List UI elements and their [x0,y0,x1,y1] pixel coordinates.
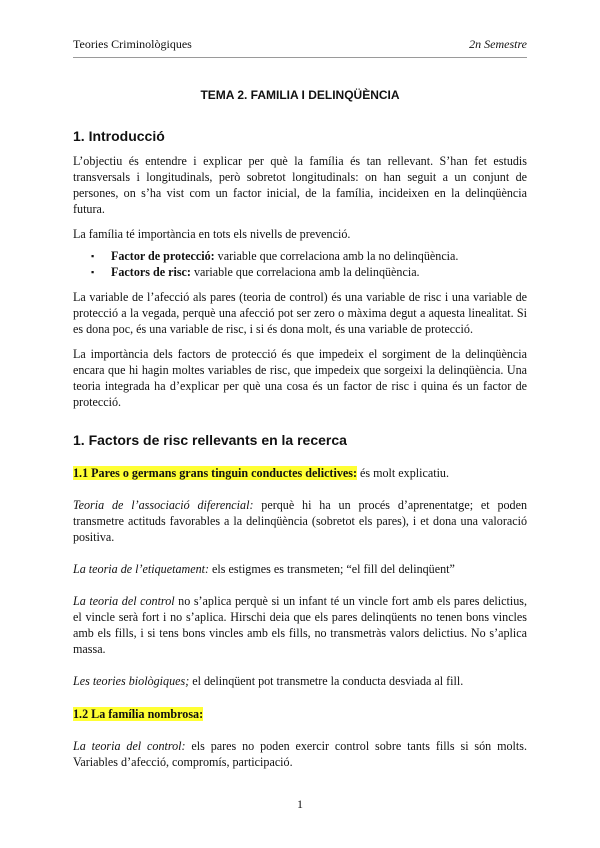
header-semester: 2n Semestre [469,37,527,51]
theory-text: els estigmes es transmeten; “el fill del delinqüent” [209,562,455,576]
theory-label: Teoria de l’associació diferencial: [73,498,254,512]
theory-text: els pares no poden exercir control sobre tants fills si són molts. Variables d’afecció, compromís, participació. [73,739,527,769]
subsection-text: és molt explicatiu. [356,466,449,480]
page-number: 1 [297,797,303,811]
theory-text: el delinqüent pot transmetre la conducta desviada al fill. [189,674,464,688]
subsection-familia-nombrosa [73,706,527,722]
theory-label: Les teories biològiques; [73,674,190,688]
theory-text: no s’aplica perquè si un infant té un vincle fort amb els pares delictius, el vincle serà fort i no s’aplica. Hirschi deia que els pares delinqüents no tenen bons vincles amb els fills, i si tens bons vincles amb els fills, no transmetràs valors delictius. No s’aplica massa. [73,594,528,656]
list-item [73,264,527,280]
bullet-text: variable que correlaciona amb la delinqüència. [190,265,420,279]
header-course: Teories Criminològiques [73,37,192,51]
paragraph-importancia: La importància dels factors de protecció és que impedeix el sorgiment de la delinqüència encara que hi hagin moltes variables de risc, que impedeix que sorgeixi la delinqüència. Una teoria integrada ha d’explicar per què una cosa és un factor de risc i quina és un factor de protecció. [73,347,527,409]
theory-label: La teoria del control: [73,739,186,753]
bullet-term: Factor de protecció: [111,249,215,263]
paragraph-objectiu: L’objectiu és entendre i explicar per què la família és tan rellevant. S’han fet estudis transversals i longitudinals, però sobretot longitudinals: on han seguit a un conjunt de persones, on s’ha vist com un factor inicial, de la família, incideixen en la delinqüència futura. [73,154,527,216]
page-header [73,37,527,58]
paragraph-etiquetament [73,561,527,577]
bullet-term: Factors de risc: [111,265,191,279]
paragraph-associacio [73,497,527,545]
highlight-label: 1.1 Pares o germans grans tinguin conductes delictives: [73,466,357,480]
bullet-list-factors [73,248,527,280]
highlight-label: 1.2 La família nombrosa: [73,707,204,721]
paragraph-control [73,593,527,657]
section-heading-introduccio: 1. Introducció [73,128,165,144]
subsection-pares-germans [73,465,527,481]
paragraph-prevencio: La família té importància en tots els nivells de prevenció. [73,227,351,241]
theory-label: La teoria de l’etiquetament: [73,562,210,576]
theory-text: perquè hi ha un procés d’aprenentatge; et poden transmetre actituds favorables a la delinqüència (sobretot els pares), i et dona una valoració positiva. [73,498,527,544]
bullet-text: variable que correlaciona amb la no delinqüència. [214,249,459,263]
paragraph-control-2 [73,738,527,770]
theory-label: La teoria del control [73,594,175,608]
paragraph-afeccio: La variable de l’afecció als pares (teoria de control) és una variable de risc i una variable de protecció a la vegada, perquè una afecció pot ser zero o màxima degut a aquesta linealitat. Si es dona poc, és una variable de risc, i si és dona molt, és una variable de protecció. [73,290,527,336]
list-item [73,248,527,264]
paragraph-biologiques [73,673,527,689]
document-title: TEMA 2. FAMILIA I DELINQÜÈNCIA [200,88,400,102]
section-heading-factors-risc: 1. Factors de risc rellevants en la recerca [73,432,347,448]
